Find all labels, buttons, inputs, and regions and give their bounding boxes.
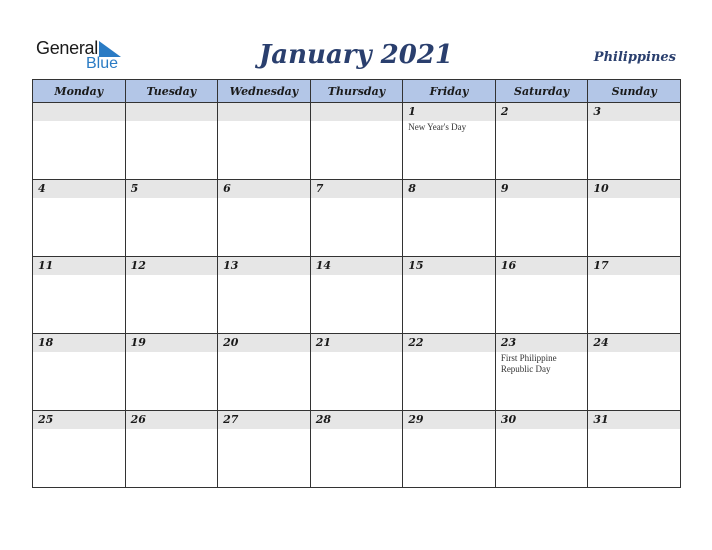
weekday-header: Tuesday: [125, 80, 218, 103]
day-cell: [33, 103, 126, 180]
weekday-header-row: [33, 80, 681, 103]
day-number: 31: [588, 411, 680, 429]
day-cell: [588, 103, 681, 180]
day-number: 28: [311, 411, 403, 429]
day-cell: [588, 180, 681, 257]
day-number: 1: [403, 103, 495, 121]
day-number: 23: [496, 334, 588, 352]
weekday-header: Saturday: [495, 80, 588, 103]
day-cell: [33, 257, 126, 334]
day-cell: [403, 257, 496, 334]
day-number: 15: [403, 257, 495, 275]
day-cell: [495, 103, 588, 180]
day-number: 27: [218, 411, 310, 429]
day-number: [126, 103, 218, 121]
day-number: 20: [218, 334, 310, 352]
day-cell: [588, 334, 681, 411]
day-number: 18: [33, 334, 125, 352]
day-number: 21: [311, 334, 403, 352]
day-number: 17: [588, 257, 680, 275]
day-cell: [218, 334, 311, 411]
weekday-header: Sunday: [588, 80, 681, 103]
day-cell: [403, 103, 496, 180]
day-cell: [495, 180, 588, 257]
weekday-header: Thursday: [310, 80, 403, 103]
day-number: 6: [218, 180, 310, 198]
day-cell: [33, 334, 126, 411]
day-number: 12: [126, 257, 218, 275]
logo: [36, 38, 136, 74]
day-cell: [125, 257, 218, 334]
day-number: 4: [33, 180, 125, 198]
day-number: 5: [126, 180, 218, 198]
country-label: Philippines: [593, 50, 676, 65]
day-cell: [310, 411, 403, 488]
day-cell: [403, 411, 496, 488]
weekday-header: Friday: [403, 80, 496, 103]
day-cell: [218, 103, 311, 180]
day-number: 19: [126, 334, 218, 352]
day-cell: [310, 257, 403, 334]
day-cell: [310, 334, 403, 411]
day-number: 25: [33, 411, 125, 429]
day-number: 8: [403, 180, 495, 198]
day-number: [33, 103, 125, 121]
day-cell: [310, 180, 403, 257]
day-number: 3: [588, 103, 680, 121]
day-cell: [588, 257, 681, 334]
weekday-header: Wednesday: [218, 80, 311, 103]
day-cell: [125, 334, 218, 411]
day-cell: [495, 257, 588, 334]
day-cell: [403, 334, 496, 411]
day-cell: [33, 411, 126, 488]
day-cell: [495, 334, 588, 411]
day-number: 26: [126, 411, 218, 429]
day-cell: [495, 411, 588, 488]
day-number: 29: [403, 411, 495, 429]
day-number: 16: [496, 257, 588, 275]
logo-text-general: General: [36, 38, 98, 58]
day-number: 22: [403, 334, 495, 352]
weekday-header: Monday: [33, 80, 126, 103]
day-cell: [218, 180, 311, 257]
week-row: [33, 180, 681, 257]
holiday-label: First Philippine Republic Day: [500, 353, 557, 374]
day-number: 14: [311, 257, 403, 275]
day-number: 13: [218, 257, 310, 275]
day-cell: [588, 411, 681, 488]
day-number: [311, 103, 403, 121]
day-number: 7: [311, 180, 403, 198]
holiday-label: New Year's Day: [408, 122, 467, 132]
day-cell: [33, 180, 126, 257]
week-row: [33, 103, 681, 180]
week-row: [33, 411, 681, 488]
week-row: [33, 257, 681, 334]
day-number: 24: [588, 334, 680, 352]
calendar-grid: [32, 79, 681, 488]
day-number: 11: [33, 257, 125, 275]
day-cell: [125, 411, 218, 488]
day-cell: [218, 257, 311, 334]
day-cell: [403, 180, 496, 257]
day-cell: [310, 103, 403, 180]
day-number: 2: [496, 103, 588, 121]
day-number: 30: [496, 411, 588, 429]
day-number: 9: [496, 180, 588, 198]
day-cell: [125, 180, 218, 257]
day-cell: [218, 411, 311, 488]
day-number: 10: [588, 180, 680, 198]
day-number: [218, 103, 310, 121]
logo-text-blue: Blue: [86, 55, 119, 72]
day-cell: [125, 103, 218, 180]
page-title: January 2021: [258, 40, 454, 70]
week-row: [33, 334, 681, 411]
